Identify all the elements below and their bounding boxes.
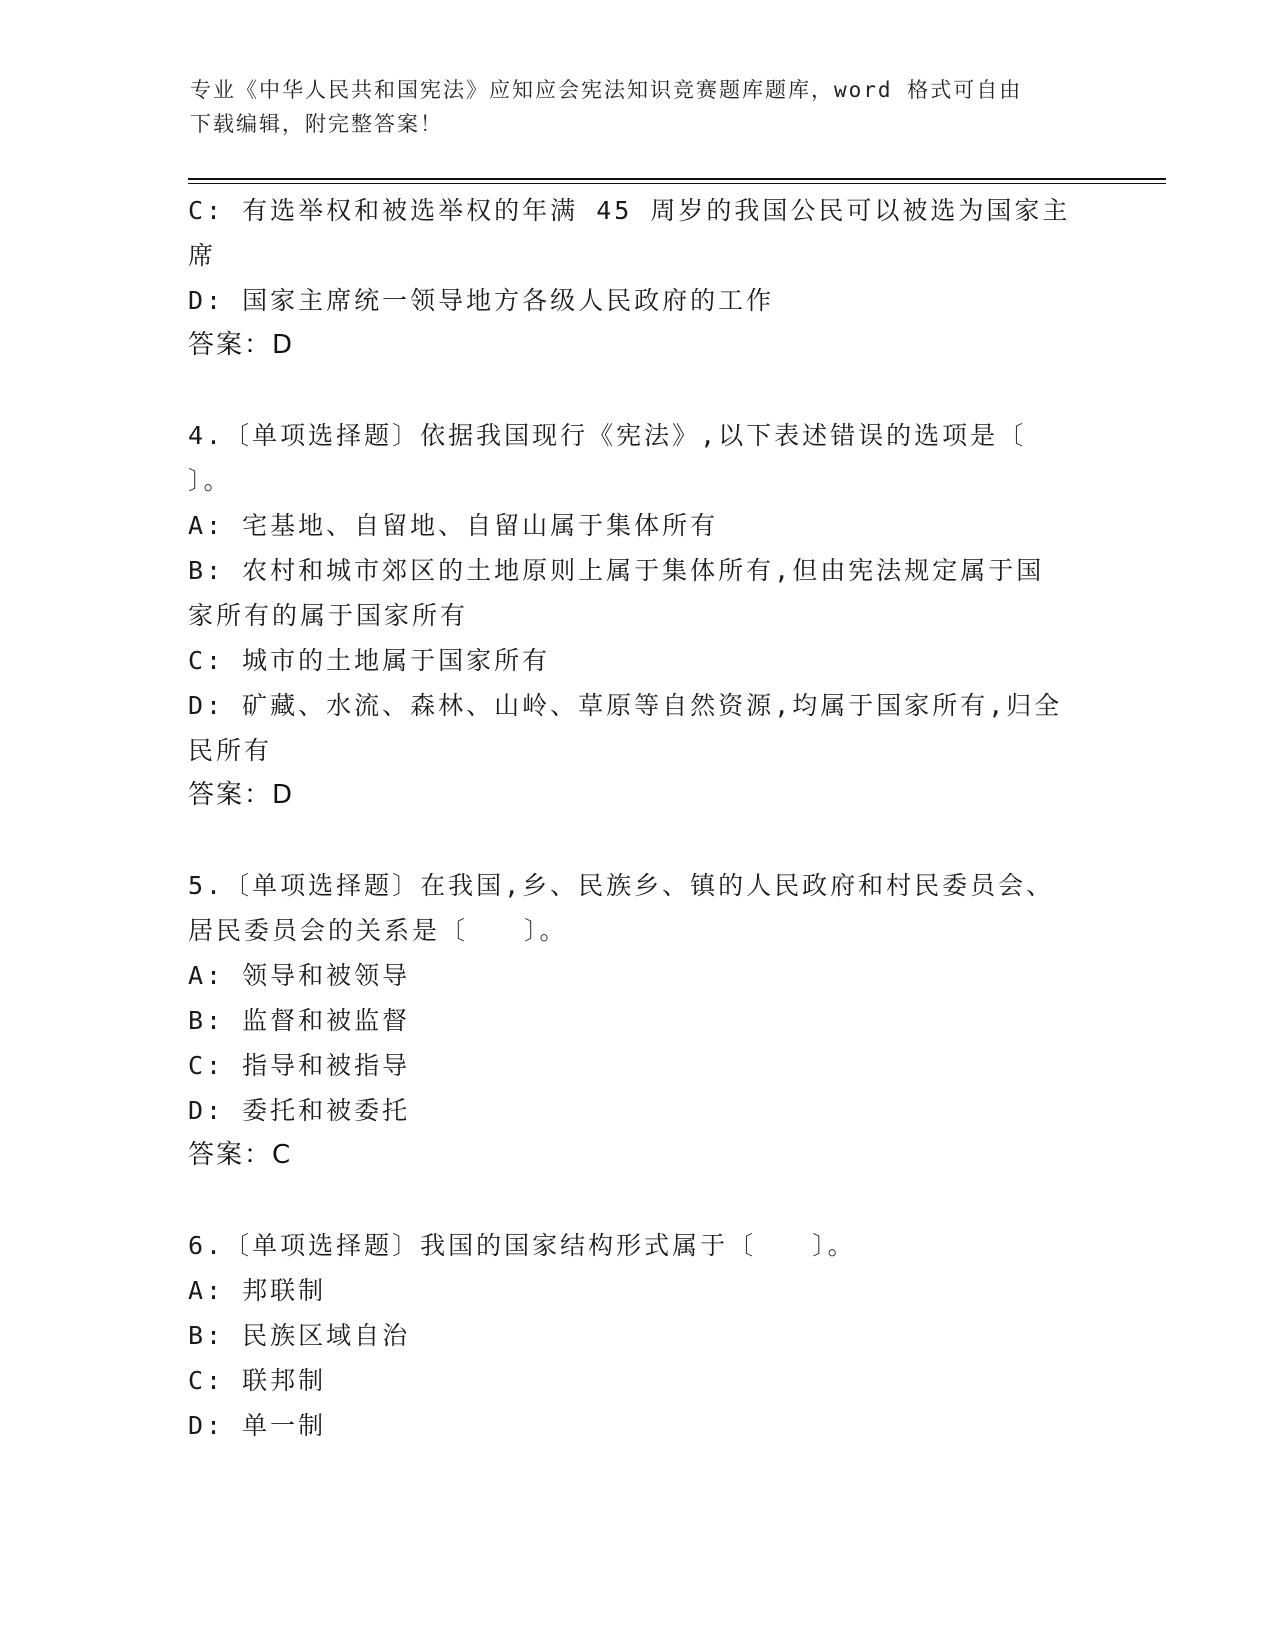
question-5 <box>188 863 1088 1178</box>
option-d: D: 国家主席统一领导地方各级人民政府的工作 <box>188 286 775 315</box>
answer: 答案：D <box>188 330 295 360</box>
spacer <box>188 1178 1088 1223</box>
option-d: D: 单一制 <box>188 1411 327 1440</box>
option-a: A: 邦联制 <box>188 1276 327 1305</box>
answer: 答案：D <box>188 780 295 810</box>
option-d: D: 委托和被委托 <box>188 1096 411 1125</box>
question-3-tail <box>188 188 1088 368</box>
document-header <box>190 73 1070 141</box>
option-a: A: 领导和被领导 <box>188 961 411 990</box>
question-stem-line-2: 〕。 <box>188 466 232 495</box>
answer: 答案：C <box>188 1140 293 1170</box>
question-content <box>188 188 1088 1448</box>
option-c-line-1: C: 有选举权和被选举权的年满 45 周岁的我国公民可以被选为国家主 <box>188 196 1071 225</box>
question-stem-line-1: 4.〔单项选择题〕依据我国现行《宪法》,以下表述错误的选项是〔 <box>188 421 1027 450</box>
option-d-line-2: 民所有 <box>188 736 273 765</box>
option-c: C: 城市的土地属于国家所有 <box>188 646 551 675</box>
question-6 <box>188 1223 1088 1448</box>
option-b-line-1: B: 农村和城市郊区的土地原则上属于集体所有,但由宪法规定属于国 <box>188 556 1045 585</box>
header-line-2: 下载编辑，附完整答案！ <box>190 112 443 136</box>
header-divider-thin <box>188 183 1166 184</box>
question-stem-line-1: 5.〔单项选择题〕在我国,乡、民族乡、镇的人民政府和村民委员会、 <box>188 871 1055 900</box>
header-divider-thick <box>188 178 1166 180</box>
option-a: A: 宅基地、自留地、自留山属于集体所有 <box>188 511 719 540</box>
option-b: B: 民族区域自治 <box>188 1321 411 1350</box>
option-b-line-2: 家所有的属于国家所有 <box>188 601 469 630</box>
spacer <box>188 818 1088 863</box>
option-d-line-1: D: 矿藏、水流、森林、山岭、草原等自然资源,均属于国家所有,归全 <box>188 691 1063 720</box>
question-stem-line-1: 6.〔单项选择题〕我国的国家结构形式属于〔 〕。 <box>188 1231 856 1260</box>
option-c-line-2: 席 <box>188 241 217 270</box>
header-line-1: 专业《中华人民共和国宪法》应知应会宪法知识竞赛题库题库，word 格式可自由 <box>190 78 1023 102</box>
option-c: C: 指导和被指导 <box>188 1051 411 1080</box>
option-c: C: 联邦制 <box>188 1366 327 1395</box>
question-4 <box>188 413 1088 818</box>
option-b: B: 监督和被监督 <box>188 1006 411 1035</box>
question-stem-line-2: 居民委员会的关系是〔 〕。 <box>188 916 568 945</box>
spacer <box>188 368 1088 413</box>
